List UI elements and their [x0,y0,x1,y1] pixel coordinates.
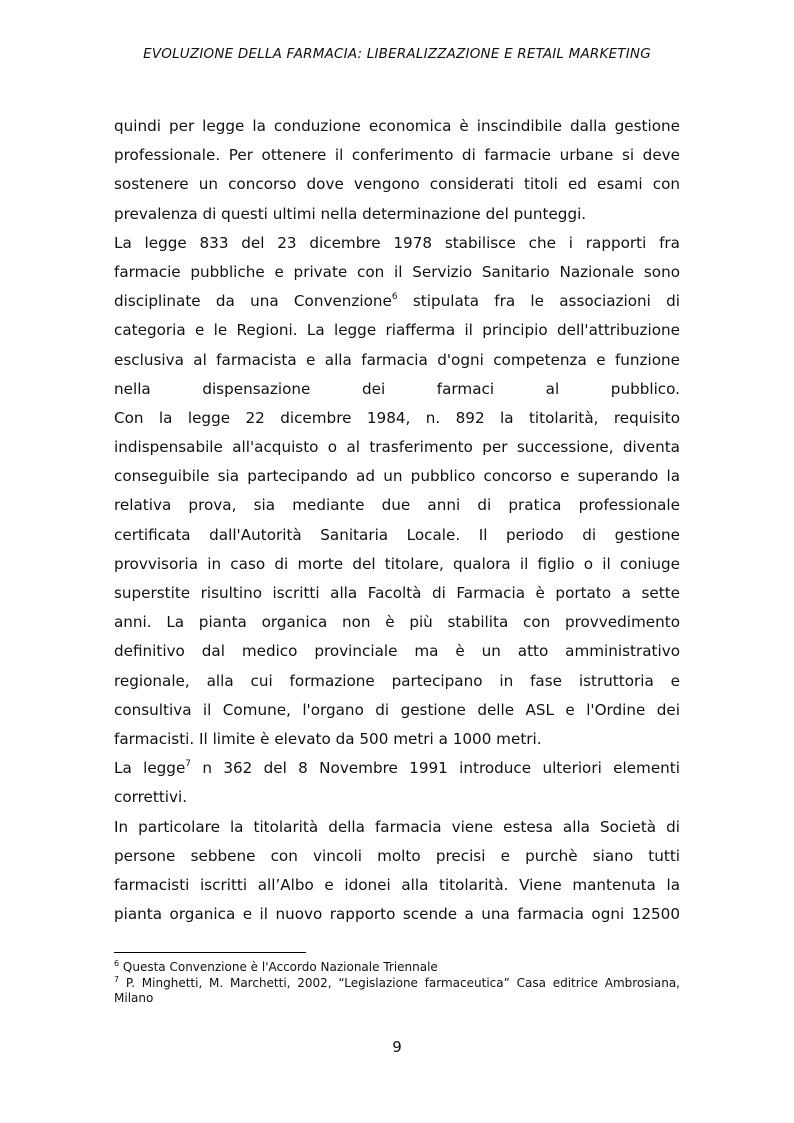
text-line: categoria e le Regioni. La legge riafferma il principio dell'attribuzione [114,321,680,340]
text-line: farmacisti. Il limite è elevato da 500 metri a 1000 metri. [114,729,542,748]
text-line: superstite risultino iscritti alla Facoltà di Farmacia è portato a sette [114,584,680,602]
text-line: pianta organica e il nuovo rapporto scende a una farmacia ogni 12500 [114,905,680,924]
text-line: professionale. Per ottenere il conferimento di farmacie urbane si deve [114,146,680,165]
text-line: farmacie pubbliche e private con il Servizio Sanitario Nazionale sono [114,262,680,281]
text-line: nella dispensazione dei farmaci al pubblico. [114,379,680,398]
text-line: Con la legge 22 dicembre 1984, n. 892 la titolarità, requisito [114,408,680,427]
footnote-text: Questa Convenzione è l'Accordo Nazionale Triennale [119,960,438,974]
text-line: farmacisti iscritti all’Albo e idonei alla titolarità. Viene mantenuta la [114,875,680,894]
text-line: prevalenza di questi ultimi nella determinazione del punteggi. [114,204,587,223]
running-header: EVOLUZIONE DELLA FARMACIA: LIBERALIZZAZIONE E RETAIL MARKETING [143,46,651,62]
text-line: esclusiva al farmacista e alla farmacia d'ogni competenza e funzione [114,350,680,369]
text-line: provvisoria in caso di morte del titolare, qualora il figlio o il coniuge [114,554,680,573]
page-number: 9 [392,1038,402,1056]
text-line: correttivi. [114,788,188,807]
text-line: anni. La pianta organica non è più stabilita con provvedimento [114,613,680,632]
text-fragment: stipulata fra le associazioni di [397,292,680,311]
text-line: regionale, alla cui formazione partecipano in fase istruttoria e [114,671,680,690]
text-line: indispensabile all'acquisto o al trasferimento per successione, diventa [114,438,680,457]
text-line [114,287,680,316]
text-line: persone sebbene con vincoli molto precisi e purchè siano tutti [114,846,680,865]
footnote-ref-6: 6 [391,292,398,303]
body-text [114,112,680,929]
text-fragment: disciplinate da una Convenzione [114,292,392,311]
text-line: sostenere un concorso dove vengono considerati titoli ed esami con [114,175,680,194]
text-line: definitivo dal medico provinciale ma è un atto amministrativo [114,642,680,661]
text-fragment: n 362 del 8 Novembre 1991 introduce ulteriori elementi [191,759,680,778]
text-line: In particolare la titolarità della farmacia viene estesa alla Società di [114,817,680,836]
text-line: consultiva il Comune, l'organo di gestione delle ASL e l'Ordine dei [114,700,680,719]
text-fragment: La legge [114,759,186,778]
footnote-7 [114,976,680,1007]
text-line: quindi per legge la conduzione economica è inscindibile dalla gestione [114,117,680,135]
footnotes [114,960,680,1007]
text-line: conseguibile sia partecipando ad un pubblico concorso e superando la [114,467,680,486]
text-line: certificata dall'Autorità Sanitaria Locale. Il periodo di gestione [114,525,680,544]
footnote-ref-7: 7 [185,759,192,770]
footnote-number: 7 [114,974,120,984]
footnote-text: P. Minghetti, M. Marchetti, 2002, “Legislazione farmaceutica” Casa editrice Ambrosiana, Milano [114,975,680,1005]
footnote-separator [114,952,306,953]
text-line [114,754,680,783]
footnote-6 [114,960,680,976]
footnote-number: 6 [114,959,120,968]
text-line: La legge 833 del 23 dicembre 1978 stabilisce che i rapporti fra [114,233,680,252]
text-line: relativa prova, sia mediante due anni di pratica professionale [114,496,680,515]
